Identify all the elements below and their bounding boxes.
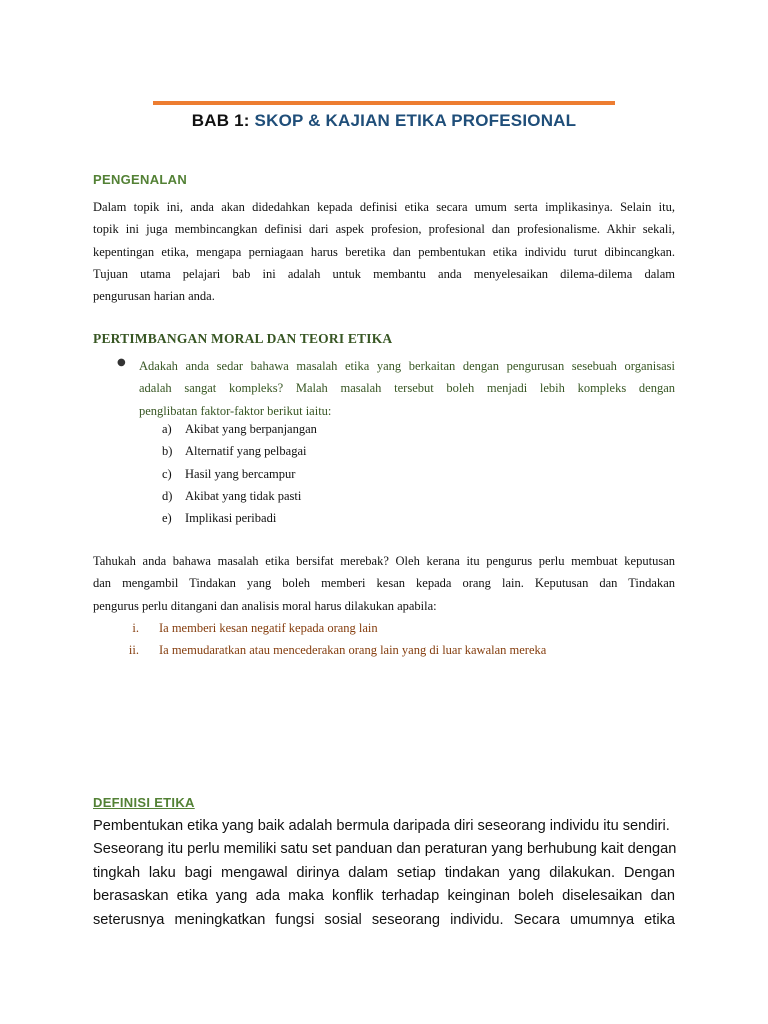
list-marker: i. <box>132 621 139 635</box>
list-item-text: Implikasi peribadi <box>185 511 277 526</box>
paragraph-line: pengurusan harian anda. <box>93 289 215 304</box>
definisi-paragraph <box>93 815 675 932</box>
pengenalan-paragraph <box>93 196 675 307</box>
paragraph-line: kepentingan etika, mengapa perniagaan harus beretika dan pembentukan etika individu turut dibincangkan. <box>93 244 675 259</box>
section-heading-pertimbangan: PERTIMBANGAN MORAL DAN TEORI ETIKA <box>93 331 393 346</box>
list-item-text: Akibat yang berpanjangan <box>185 422 317 436</box>
list-item-text: Alternatif yang pelbagai <box>185 444 307 459</box>
list-marker: c) <box>162 466 172 481</box>
factor-list <box>162 418 317 529</box>
bullet-line: penglibatan faktor-faktor berikut iaitu: <box>139 403 332 418</box>
list-item <box>162 418 317 440</box>
list-item <box>162 440 317 462</box>
paragraph-line: topik ini juga membincangkan definisi dari aspek profesion, profesional dan profesionalisme. Akhir sekali, <box>93 222 675 237</box>
paragraph-line: Pembentukan etika yang baik adalah bermula daripada diri seseorang individu itu sendiri. <box>93 818 670 834</box>
paragraph-line: tingkah laku bagi mengawal dirinya dalam setiap tindakan yang dilakukan. Dengan <box>93 864 675 881</box>
list-marker: ii. <box>128 643 139 658</box>
list-marker: e) <box>162 511 172 526</box>
section-heading-definisi: DEFINISI ETIKA <box>93 795 195 810</box>
list-item-text: Akibat yang tidak pasti <box>185 488 302 503</box>
list-marker: a) <box>162 422 172 436</box>
chapter-title <box>0 111 768 131</box>
paragraph-line: seterusnya meningkatkan fungsi sosial seseorang individu. Secara umumnya etika <box>93 911 675 928</box>
list-item-text: Ia memudaratkan atau mencederakan orang lain yang di luar kawalan mereka <box>159 643 547 658</box>
list-item <box>162 485 317 507</box>
title-top-rule <box>153 101 615 105</box>
bullet-text <box>139 355 675 422</box>
paragraph-line: berasaskan etika yang ada maka konflik terhadap keinginan boleh diselesaikan dan <box>93 888 675 905</box>
list-marker: b) <box>162 444 173 459</box>
chapter-title-prefix: BAB 1: <box>191 111 255 130</box>
tahukah-paragraph <box>93 550 675 617</box>
paragraph-line: pengurus perlu ditangani dan analisis moral harus dilakukan apabila: <box>93 598 437 613</box>
paragraph-line: Tujuan utama pelajari bab ini adalah untuk membantu anda menyelesaikan dilema-dilema dalam <box>93 266 675 281</box>
list-item-text: Hasil yang bercampur <box>185 466 296 481</box>
list-item <box>162 463 317 485</box>
condition-list <box>93 617 546 662</box>
paragraph-line: Seseorang itu perlu memiliki satu set panduan dan peraturan yang berhubung kait dengan <box>93 841 677 858</box>
paragraph-line: dan mengambil Tindakan yang boleh memberi kesan kepada orang lain. Keputusan dan Tindakan <box>93 576 675 591</box>
bullet-dot-icon: ● <box>117 357 126 368</box>
section-heading-pengenalan: PENGENALAN <box>93 172 188 187</box>
list-item <box>162 507 317 529</box>
list-marker: d) <box>162 488 173 503</box>
paragraph-line: Dalam topik ini, anda akan didedahkan kepada definisi etika secara umum serta implikasinya. Selain itu, <box>93 200 675 214</box>
bullet-line: adalah sangat kompleks? Malah masalah tersebut boleh menjadi lebih kompleks dengan <box>139 381 675 396</box>
list-item <box>93 639 546 661</box>
chapter-title-main: SKOP & KAJIAN ETIKA PROFESIONAL <box>254 111 577 130</box>
bullet-line: Adakah anda sedar bahawa masalah etika yang berkaitan dengan pengurusan sesebuah organisasi <box>139 359 675 373</box>
list-item-text: Ia memberi kesan negatif kepada orang lain <box>159 621 378 635</box>
list-item <box>93 617 546 639</box>
paragraph-line: Tahukah anda bahawa masalah etika bersifat merebak? Oleh kerana itu pengurus perlu membuat keputusan <box>93 554 675 568</box>
